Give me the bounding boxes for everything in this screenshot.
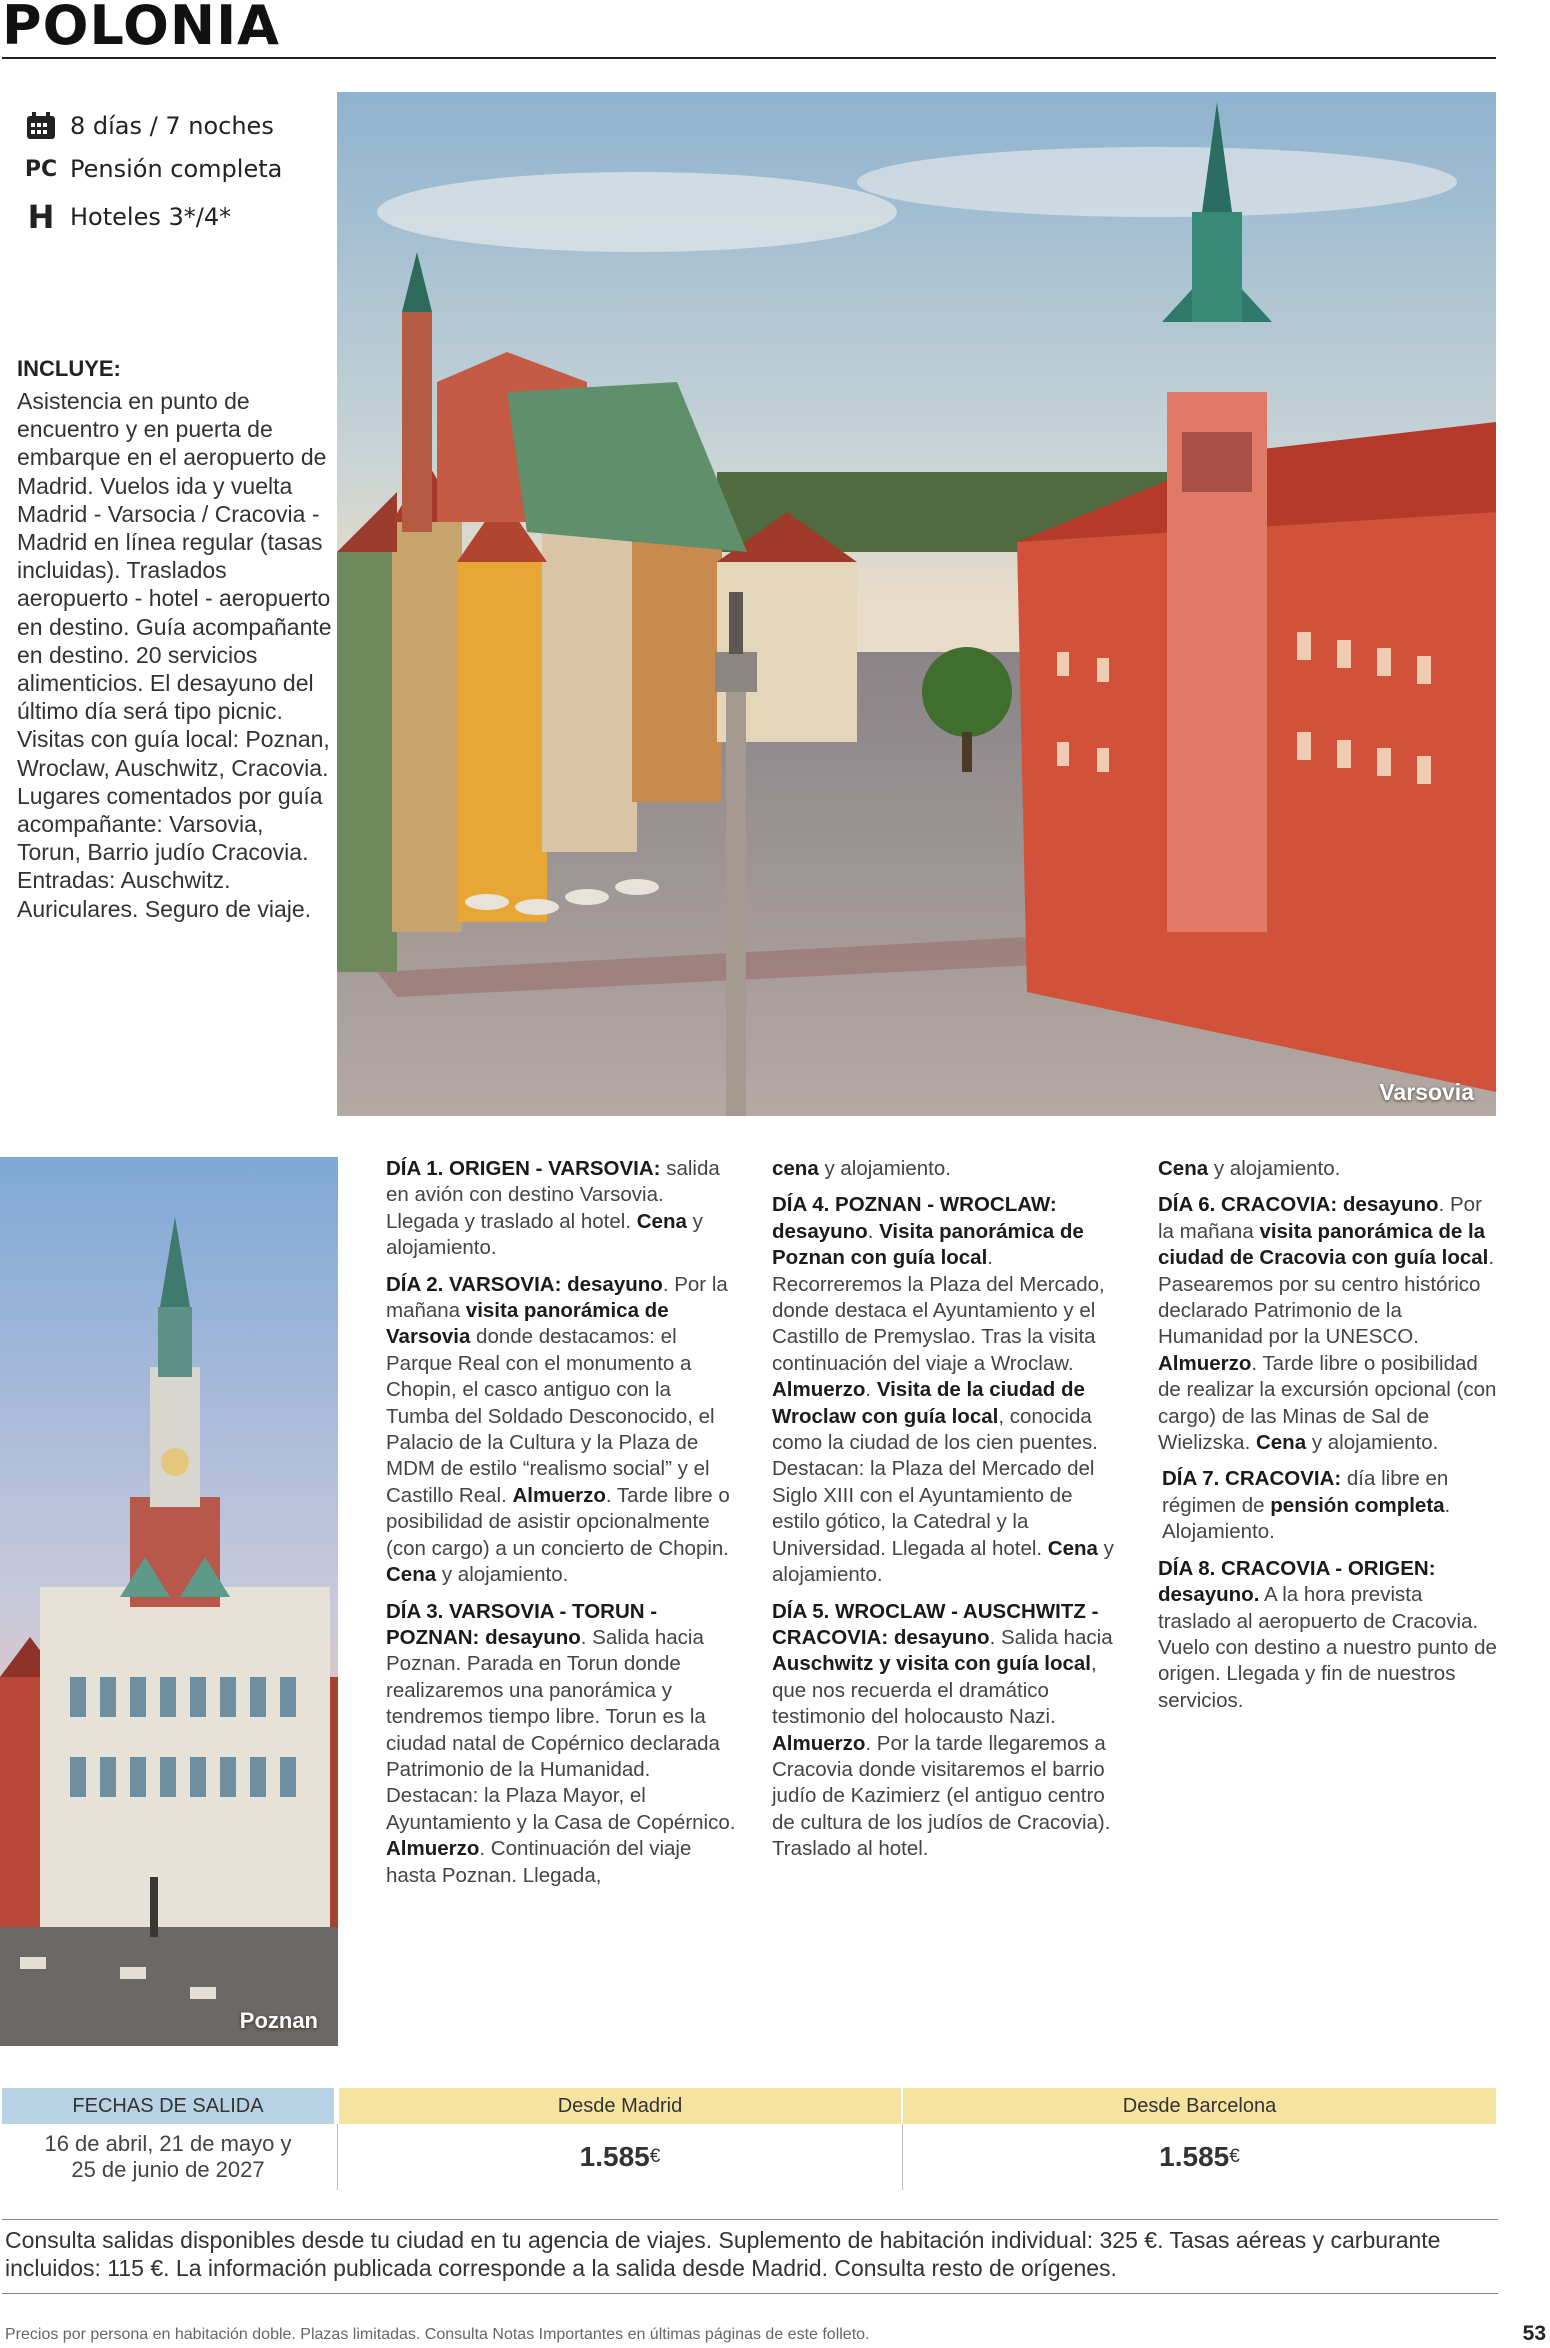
itinerary-column-2 [772,1156,1122,1873]
day-2-bold-3: Cena [386,1563,437,1587]
day-3-bold-2: cena [772,1157,819,1180]
day-6: DÍA 6. CRACOVIA: desayuno. Por la mañana visita panorámica de la ciudad de Cracovia con guía local. Pasearemos por su centro histórico declarado Patrimonio de la Humanidad por la UNESCO. Almuerzo. Tarde libre o posibilidad de realizar la excursión opcional (con cargo) de las Minas de Sal de Wielizska. Cena y alojamiento. [1158,1193,1497,1455]
day-6-text-2: . Pasearemos por su centro histórico declarado Patrimonio de la Humanidad por la UNESCO. [1158,1246,1495,1349]
side-image-caption: Poznan [239,2008,318,2033]
day-6-text-3: . Tarde libre o posibilidad de realizar la excursión opcional (con cargo) de las Minas de Sal de Wielizska. [1158,1351,1497,1455]
hero-image-varsovia [337,92,1496,1116]
duration-text: 8 días / 7 noches [70,112,274,140]
day-5-continued [1158,1156,1498,1182]
day-3-continued [772,1156,1122,1182]
day-5-heading: DÍA 5. WROCLAW - AUSCHWITZ - CRACOVIA: desayuno [772,1599,1099,1649]
day-6-bold-2: Almuerzo [1158,1351,1252,1375]
day-5-bold-2: Almuerzo [772,1731,866,1755]
day-4-text: . Recorreremos la Plaza del Mercado, donde destaca el Ayuntamiento y el Castillo de Premyslao. Tras la visita continuación del viaje a Wroclaw. [772,1246,1105,1375]
day-4-bold-1: Visita panorámica de Poznan con guía local [772,1219,1084,1270]
table-divider-1 [337,2124,338,2190]
includes-title: INCLUYE: [17,356,121,381]
day-4: DÍA 4. POZNAN - WROCLAW: desayuno. Visita panorámica de Poznan con guía local. Recorreremos la Plaza del Mercado, donde destaca el Ayuntamiento y el Castillo de Premyslao. Tras la visita continuación del viaje a Wroclaw. Almuerzo. Visita de la ciudad de Wroclaw con guía local, conocida como la ciudad de los cien puentes. Destacan: la Plaza del Mercado del Siglo XIII con el Ayuntamiento de estilo gótico, la Catedral y la Universidad. Llegada al hotel. Cena y alojamiento. [772,1193,1114,1587]
day-2-bold-1: visita panorámica de Varsovia [386,1299,669,1349]
day-5-text-4: y alojamiento. [1213,1157,1341,1180]
includes-text: Asistencia en punto de encuentro y en puerta de embarque en el aeropuerto de Madrid. Vuelos ida y vuelta Madrid - Varsocia / Cracovia - Madrid en línea regular (tasas incluidas). Traslados aeropuerto - hotel - aeropuerto en destino. Guía acompañante en destino. 20 servicios alimenticios. El desayuno del último día será tipo picnic. Visitas con guía local: Poznan, Wroclaw, Auschwitz, Cracovia. Lugares comentados por guía acompañante: Varsovia, Torun, Barrio judío Cracovia. Entradas: Auschwitz. Auriculares. Seguro de viaje. [17,388,332,922]
day-2-bold-2: Almuerzo [512,1483,606,1507]
dates-header: FECHAS DE SALIDA [2,2088,334,2124]
day-8-text: A la hora prevista traslado al aeropuerto de Cracovia. Vuelo con destino a nuestro punto de origen. Llegada y fin de nuestros servicios. [1158,1583,1497,1712]
day-2-heading: DÍA 2. VARSOVIA: desayuno [386,1272,663,1296]
day-2-text-3: . Tarde libre o posibilidad de asistir opcionalmente (con cargo) a un concierto de Chopin. [386,1483,730,1560]
barcelona-header: Desde Barcelona [903,2088,1496,2124]
barcelona-currency: € [1229,2146,1240,2167]
page-title: POLONIA [2,0,280,57]
day-3-text-3: y alojamiento. [824,1157,951,1180]
notes-top-divider [2,2219,1498,2220]
madrid-currency: € [649,2146,661,2167]
day-7-text-2: . Alojamiento. [1162,1493,1451,1544]
itinerary-column-1 [386,1156,736,1899]
day-6-text: Por la mañana [1158,1193,1482,1243]
board-fact [24,155,282,183]
day-4-heading: DÍA 4. POZNAN - WROCLAW: desayuno [772,1193,1057,1243]
itinerary-column-3 [1158,1156,1498,1724]
day-3-bold-1: Almuerzo [386,1837,480,1861]
day-5-text-3: . Por la tarde llegaremos a Cracovia donde visitaremos el barrio judío de Kazimierz (el antiguo centro de cultura de los judíos de Cracovia). Traslado al hotel. [772,1731,1111,1861]
day-6-bold-1: visita panorámica de la ciudad de Cracovia con guía local [1158,1219,1489,1270]
day-6-heading: DÍA 6. CRACOVIA: desayuno [1158,1193,1439,1217]
day-5 [772,1599,1122,1863]
day-1-text: salida en avión con destino Varsovia. Llegada y traslado al hotel. [386,1157,720,1233]
page-number: 53 [1522,2322,1546,2345]
hotel-icon: H [27,198,55,236]
day-4-bold-2: Almuerzo [772,1378,866,1402]
notes-bottom-divider [2,2293,1498,2294]
duration-fact [24,112,274,140]
supplement-note: Consulta salidas disponibles desde tu ciudad en tu agencia de viajes. Suplemento de habitación individual: 325 €. Tasas aéreas y carburante incluidos: 115 €. La información publicada corresponde a la salida desde Madrid. Consulta resto de orígenes. [5,2227,1441,2281]
day-6-bold-3: Cena [1255,1431,1307,1455]
hero-caption: Varsovia [1379,1079,1474,1105]
day-5-text-2: , que nos recuerda el dramático testimonio del holocausto Nazi. [772,1652,1097,1729]
madrid-header: Desde Madrid [339,2088,901,2124]
day-6-text-4: y alojamiento. [1311,1431,1439,1455]
day-5-bold-1: Auschwitz y visita con guía local [772,1652,1091,1676]
day-8 [1158,1556,1498,1714]
poznan-town-hall-illustration [0,1157,338,2046]
day-3-text-2: . Continuación del viaje hasta Poznan. Llegada, [386,1837,692,1887]
day-1-bold-1: Cena [636,1209,687,1233]
day-2: DÍA 2. VARSOVIA: desayuno. Por la mañana visita panorámica de Varsovia donde destacamos: el Parque Real con el monumento a Chopin, el casco antiguo con la Tumba del Soldado Desconocido, el Palacio de la Cultura y la Plaza de MDM de estilo “realismo social” y el Castillo Real. Almuerzo. Tarde libre o posibilidad de asistir opcionalmente (con cargo) a un concierto de Chopin. Cena y alojamiento. [386,1272,730,1587]
day-7-bold-1: pensión completa [1270,1493,1445,1517]
day-8-heading: DÍA 8. CRACOVIA - ORIGEN: desayuno. [1158,1556,1436,1607]
board-text: Pensión completa [70,155,283,183]
barcelona-price-value: 1.585 [1159,2141,1230,2172]
hotel-fact [24,198,231,236]
madrid-price [339,2124,901,2190]
day-7 [1158,1466,1498,1545]
day-2-text: Por la mañana [386,1272,728,1323]
day-5-bold-3: Cena [1158,1157,1209,1180]
day-1 [386,1156,736,1262]
day-7-heading: DÍA 7. CRACOVIA: [1162,1467,1342,1491]
title-divider [2,57,1496,59]
day-3-heading: DÍA 3. VARSOVIA - TORUN - POZNAN: desayuno [386,1599,658,1649]
day-4-bold-4: Cena [1047,1536,1098,1560]
day-5-text: . Salida hacia [989,1625,1113,1649]
calendar-icon [24,112,58,140]
side-image-poznan [0,1157,338,2046]
day-4-bold-3: Visita de la ciudad de Wroclaw con guía local [772,1378,1085,1428]
day-1-heading: DÍA 1. ORIGEN - VARSOVIA: [386,1157,661,1180]
trip-info-panel [0,92,337,1012]
day-3: DÍA 3. VARSOVIA - TORUN - POZNAN: desayuno. Salida hacia Poznan. Parada en Torun donde realizaremos una panorámica y tendremos tiempo libre. Torun es la ciudad natal de Copérnico declarada Patrimonio de la Humanidad. Destacan: la Plaza Mayor, el Ayuntamiento y la Casa de Copérnico. Almuerzo. Continuación del viaje hasta Poznan. Llegada, [386,1599,736,1887]
footer-disclaimer: Precios por persona en habitación doble. Plazas limitadas. Consulta Notas Importantes en últimas páginas de este folleto. [5,2326,870,2343]
departure-dates: 16 de abril, 21 de mayo y 25 de junio de 2027 [44,2131,292,2182]
hotels-text: Hoteles 3*/4* [70,203,232,231]
day-4-text-2: , conocida como la ciudad de los cien puentes. Destacan: la Plaza del Mercado del Siglo XIII con el Ayuntamiento de estilo gótico, la Catedral y la Universidad. Llegada al hotel. [772,1404,1098,1560]
day-4-text-3: y alojamiento. [772,1536,1114,1587]
day-2-text-2: donde destacamos: el Parque Real con el monumento a Chopin, el casco antiguo con la Tumba del Soldado Desconocido, el Palacio de la Cultura y la Plaza de MDM de estilo “realismo social” y el Castillo Real. [386,1325,715,1507]
day-1-text-2: y alojamiento. [386,1209,703,1260]
day-7-text: día libre en régimen de [1162,1467,1449,1517]
day-3-text: Salida hacia Poznan. Parada en Torun donde realizaremos una panorámica y tendremos tiempo libre. Torun es la ciudad natal de Copérnico declarada Patrimonio de la Humanidad. Destacan: la Plaza Mayor, el Ayuntamiento y la Casa de Copérnico. [386,1625,736,1834]
barcelona-price [903,2124,1496,2190]
madrid-price-value: 1.585 [579,2141,650,2172]
warsaw-castle-square-illustration [337,92,1496,1116]
day-2-text-4: y alojamiento. [441,1563,569,1587]
pension-badge-icon: PC [24,156,58,182]
